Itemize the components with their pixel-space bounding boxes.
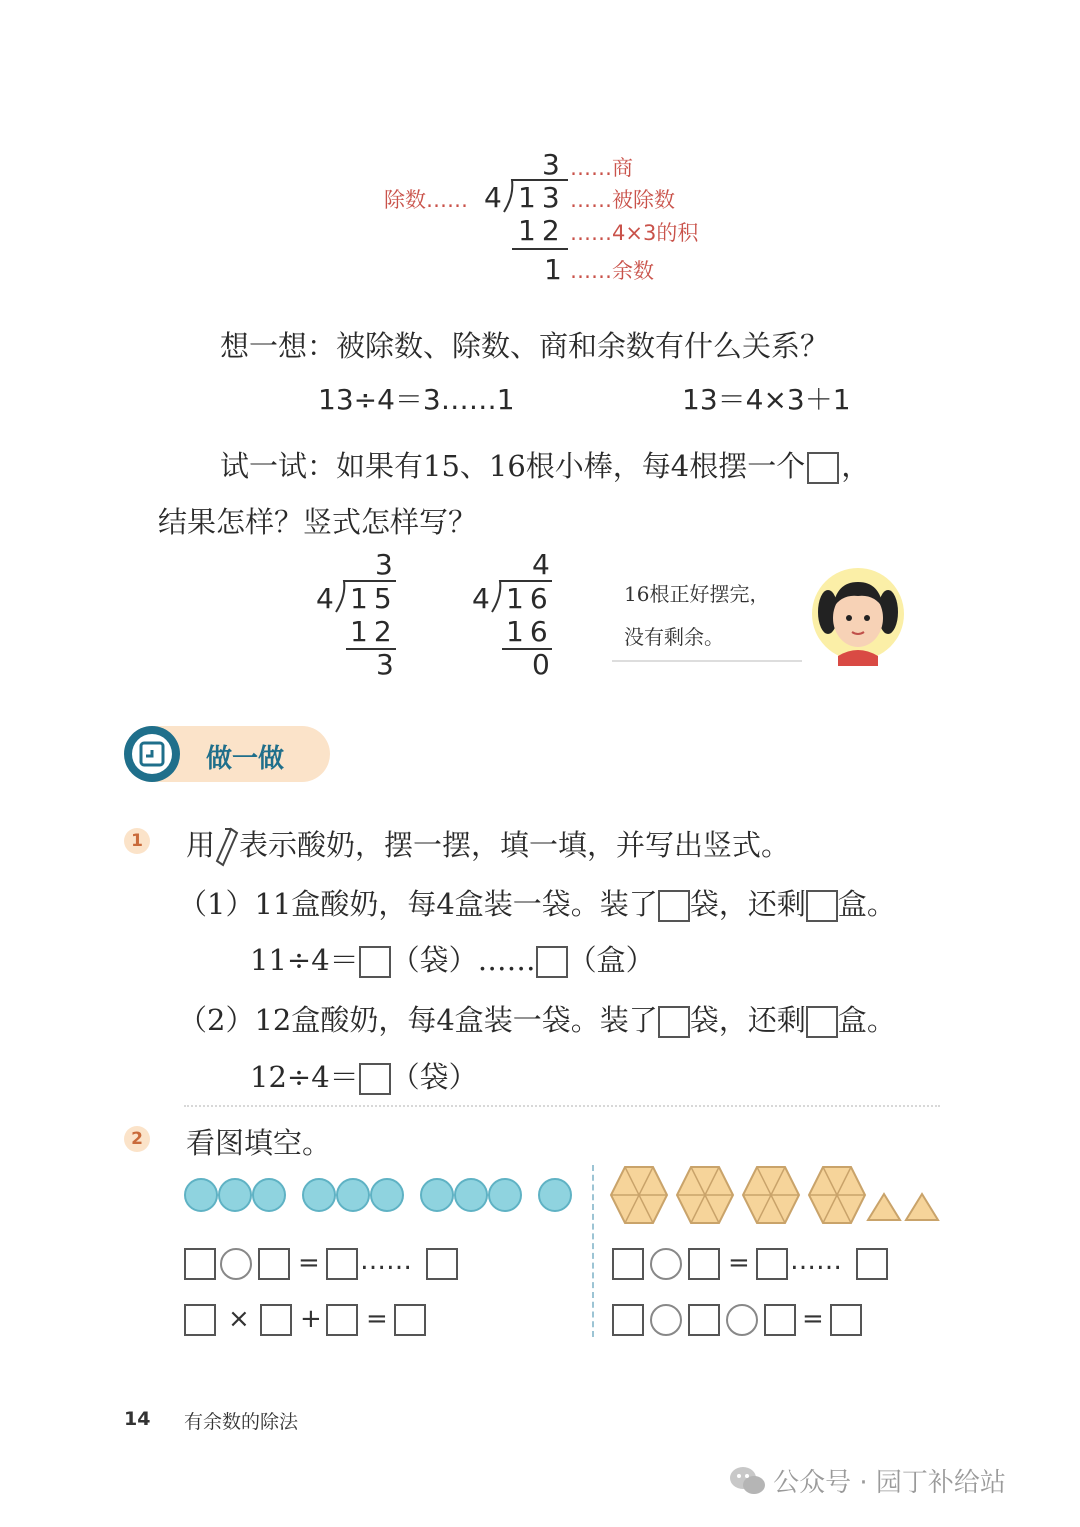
- answer-box[interactable]: [807, 452, 839, 484]
- quotient-digit: 3: [542, 148, 560, 181]
- answer-box[interactable]: [258, 1248, 290, 1280]
- try-line-1: [220, 444, 870, 485]
- equals-sign: =: [728, 1248, 750, 1278]
- answer-box[interactable]: [830, 1304, 862, 1336]
- answer-box[interactable]: [756, 1248, 788, 1280]
- circle-item: [370, 1178, 404, 1212]
- remainder-digit: 1: [544, 253, 562, 286]
- remainder-digit: 3: [376, 648, 394, 681]
- hexagon-icon: [743, 1167, 799, 1223]
- section-title: 做一做: [206, 744, 285, 774]
- answer-box[interactable]: [688, 1304, 720, 1336]
- yogurt-box-icon: [215, 827, 239, 867]
- part-1-text-3: 盒。: [837, 887, 896, 921]
- part-2-text-3: 盒。: [837, 1003, 896, 1037]
- answer-box[interactable]: [426, 1248, 458, 1280]
- answer-box[interactable]: [612, 1304, 644, 1336]
- hexagon-icon: [611, 1167, 667, 1223]
- watermark-text: 公众号 · 园丁补给站: [773, 1468, 1006, 1498]
- leftover-answer-box[interactable]: [806, 1006, 838, 1038]
- answer-box[interactable]: [184, 1248, 216, 1280]
- dividend-digits: 13: [518, 181, 566, 214]
- answer-box[interactable]: [326, 1304, 358, 1336]
- answer-box[interactable]: [326, 1248, 358, 1280]
- product-digits: 16: [506, 615, 554, 648]
- think-equation-2: 13＝4×3＋1: [682, 383, 851, 416]
- intro-text-b: 表示酸奶，摆一摆，填一填，并写出竖式。: [239, 828, 791, 862]
- equals-sign: =: [298, 1248, 320, 1278]
- circle-item: [252, 1178, 286, 1212]
- section-header: [124, 726, 330, 782]
- answer-box[interactable]: [856, 1248, 888, 1280]
- page-number: 14: [124, 1408, 151, 1430]
- triangle-icon: [906, 1194, 938, 1220]
- label-divisor: 除数……: [384, 188, 468, 212]
- operator-circle[interactable]: [220, 1248, 252, 1280]
- operator-circle[interactable]: [726, 1304, 758, 1336]
- equation-text-2: （袋）: [390, 1060, 478, 1094]
- leftover-answer-box[interactable]: [806, 890, 838, 922]
- bags-answer-box[interactable]: [658, 1006, 690, 1038]
- quotient-digit: 3: [375, 548, 393, 581]
- exercise-1-part-2: [178, 998, 896, 1039]
- equals-sign: =: [366, 1304, 388, 1334]
- product-digits: 12: [350, 615, 398, 648]
- subtraction-line: [512, 248, 568, 250]
- speech-bubble: [612, 568, 802, 662]
- divisor-digit: 4: [472, 582, 490, 615]
- hexagon-icon: [809, 1167, 865, 1223]
- circle-item: [336, 1178, 370, 1212]
- think-equation-1: 13÷4＝3……1: [318, 383, 515, 416]
- answer-box[interactable]: [612, 1248, 644, 1280]
- equation-text: 12÷4＝: [250, 1060, 359, 1094]
- part-1-text: （1）11盒酸奶，每4盒装一袋。装了: [178, 887, 658, 921]
- think-question: 想一想：被除数、除数、商和余数有什么关系？: [220, 329, 830, 363]
- answer-box[interactable]: [764, 1304, 796, 1336]
- quotient-answer-box[interactable]: [359, 946, 391, 978]
- chapter-title: 有余数的除法: [184, 1411, 299, 1433]
- answer-box[interactable]: [394, 1304, 426, 1336]
- divisor-digit: 4: [316, 582, 334, 615]
- try-comma: ，: [841, 449, 871, 483]
- wechat-icon: [728, 1464, 768, 1498]
- girl-avatar-icon: [808, 560, 908, 666]
- hexagons-group: [608, 1164, 944, 1226]
- equals-sign: =: [802, 1304, 824, 1334]
- part-2-text: （2）12盒酸奶，每4盒装一袋。装了: [178, 1003, 658, 1037]
- exercise-1-part-1: [178, 882, 896, 923]
- bubble-line-1: 16根正好摆完，: [624, 582, 770, 606]
- bubble-line-2: 没有剩余。: [624, 625, 724, 649]
- remainder-dots: ……: [790, 1246, 842, 1276]
- exercise-1-equation-1: [250, 938, 655, 979]
- exercise-1-equation-2: [250, 1055, 478, 1096]
- exercise-2-title: 看图填空。: [186, 1126, 332, 1160]
- plus-sign: +: [300, 1304, 322, 1334]
- circle-item: [218, 1178, 252, 1212]
- answer-box[interactable]: [260, 1304, 292, 1336]
- operator-circle[interactable]: [650, 1304, 682, 1336]
- circle-item: [488, 1178, 522, 1212]
- equation-text-2: （袋）……: [390, 943, 536, 977]
- times-sign: ×: [228, 1304, 250, 1334]
- circle-item: [302, 1178, 336, 1212]
- label-remainder: ……余数: [570, 259, 654, 283]
- dividend-digits: 15: [350, 582, 398, 615]
- operator-circle[interactable]: [650, 1248, 682, 1280]
- try-line-2: 结果怎样？竖式怎样写？: [158, 505, 478, 539]
- bags-answer-box[interactable]: [658, 890, 690, 922]
- watermark: [728, 1462, 1006, 1502]
- try-text: 试一试：如果有15、16根小棒，每4根摆一个: [220, 449, 806, 483]
- divisor-digit: 4: [484, 181, 502, 214]
- circle-item: [454, 1178, 488, 1212]
- equation-text-3: （盒）: [567, 943, 655, 977]
- section-icon: [122, 724, 182, 784]
- exercise-number: 2: [124, 1126, 150, 1152]
- hexagon-icon: [677, 1167, 733, 1223]
- circle-item: [420, 1178, 454, 1212]
- answer-box[interactable]: [184, 1304, 216, 1336]
- quotient-answer-box[interactable]: [359, 1063, 391, 1095]
- label-quotient: ……商: [570, 156, 633, 180]
- remainder-dots: ……: [360, 1246, 412, 1276]
- divider: [184, 1105, 940, 1107]
- label-product: ……4×3的积: [570, 221, 699, 245]
- exercise-number: 1: [124, 828, 150, 854]
- part-1-text-2: 袋，还剩: [689, 887, 806, 921]
- part-2-text-2: 袋，还剩: [689, 1003, 806, 1037]
- product-digits: 12: [518, 214, 566, 247]
- label-dividend: ……被除数: [570, 188, 675, 212]
- equation-text: 11÷4＝: [250, 943, 359, 977]
- vertical-divider: [592, 1165, 594, 1337]
- dividend-digits: 16: [506, 582, 554, 615]
- answer-box[interactable]: [688, 1248, 720, 1280]
- intro-text-a: 用: [186, 828, 216, 862]
- circle-item: [184, 1178, 218, 1212]
- quotient-digit: 4: [532, 548, 550, 581]
- remainder-digit: 0: [532, 648, 550, 681]
- exercise-1-intro: [186, 823, 790, 867]
- remainder-answer-box[interactable]: [536, 946, 568, 978]
- triangle-icon: [868, 1194, 900, 1220]
- circle-item: [538, 1178, 572, 1212]
